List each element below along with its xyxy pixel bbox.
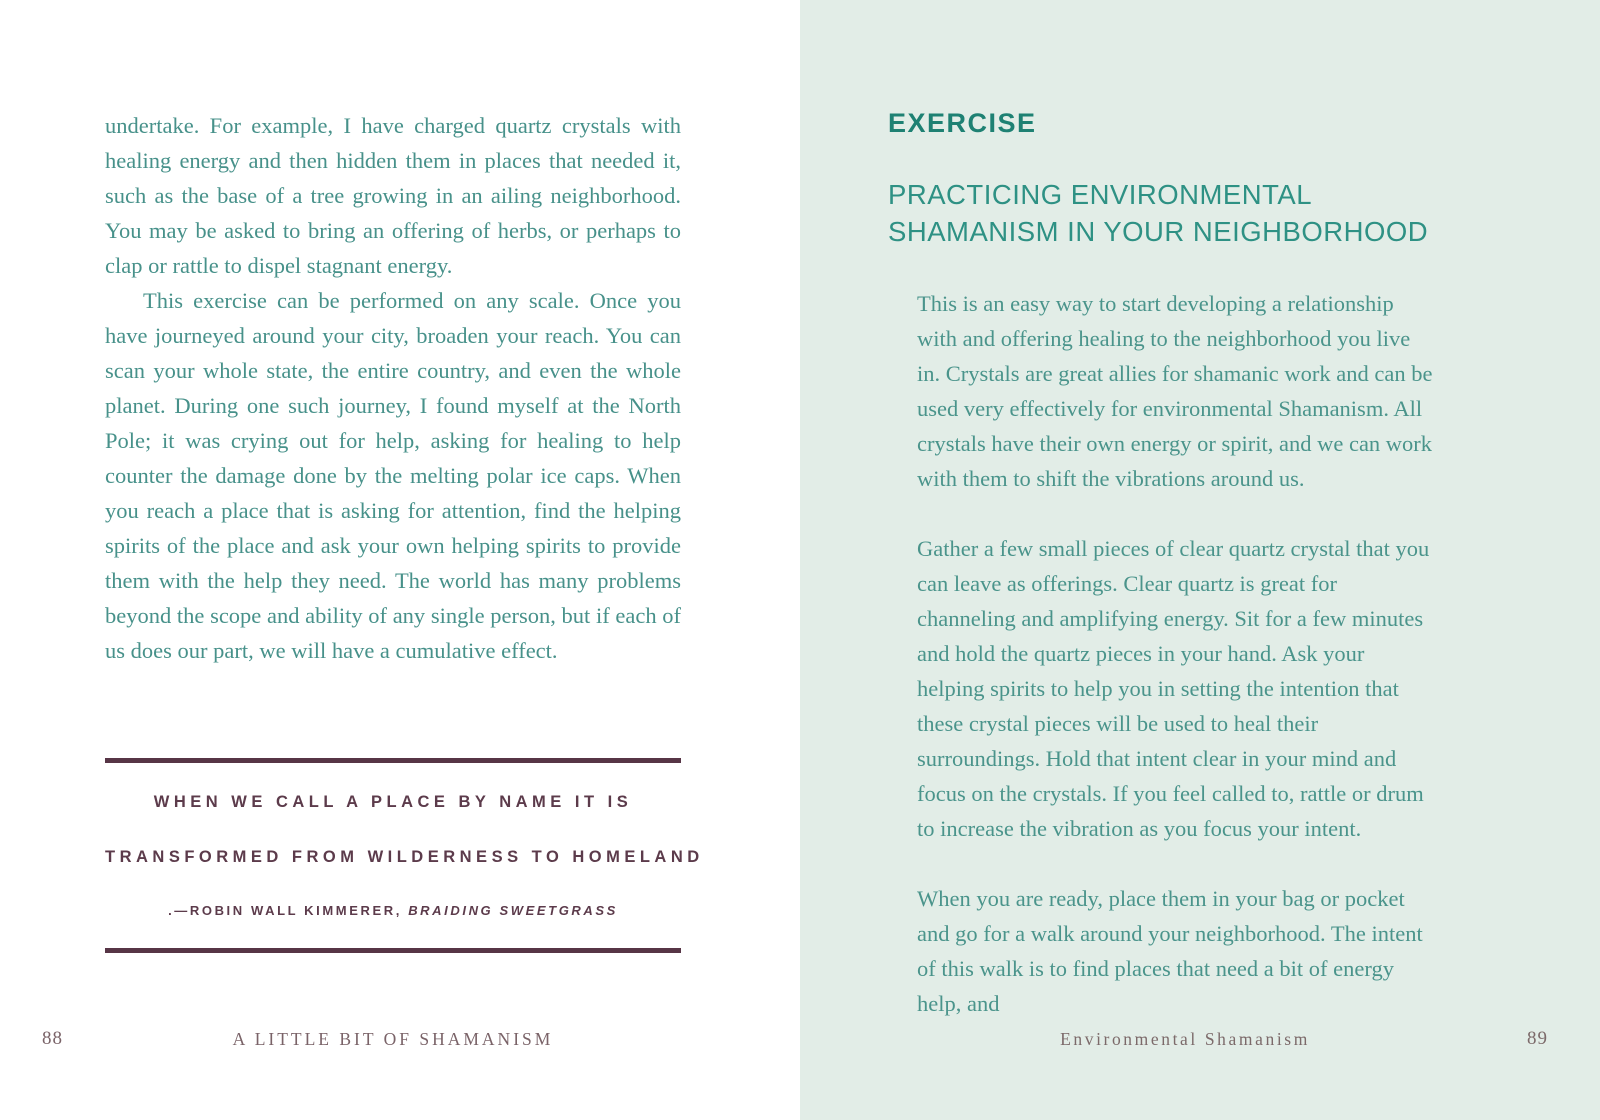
paragraph: Gather a few small pieces of clear quartz crystal that you can leave as offerings. Clear quartz is great for channeling and amplifying energy. Sit for a few minutes and hold the quartz pieces in your hand. Ask your helping spirits to help you in setting the intention that these crystal pieces will be used to heal their surroundings. Hold that intent clear in your mind and focus on the crystals. If you feel called to, rattle or drum to increase the vibration as you focus your intent.: [917, 536, 1430, 841]
right-page: [800, 0, 1600, 1120]
pull-quote-line: TRANSFORMED FROM WILDERNESS TO HOMELAND: [105, 848, 704, 866]
page-number-left: 88: [42, 1028, 63, 1049]
running-title-chapter: Environmental Shamanism: [1060, 1029, 1310, 1049]
attribution-book-title: BRAIDING SWEETGRASS: [408, 903, 618, 918]
running-title-book: A LITTLE BIT OF SHAMANISM: [232, 1029, 554, 1049]
pull-quote: [105, 758, 704, 953]
pull-quote-attribution: [105, 903, 681, 918]
pull-quote-line: WHEN WE CALL A PLACE BY NAME IT IS: [153, 793, 633, 811]
paragraph: When you are ready, place them in your bag or pocket and go for a walk around your neighborhood. The intent of this walk is to find places that need a bit of energy help, and: [917, 886, 1423, 1016]
exercise-kicker: EXERCISE: [888, 108, 1037, 138]
paragraph: undertake. For example, I have charged quartz crystals with healing energy and then hidden them in places that needed it, such as the base of a tree growing in an ailing neighborhood. You may be asked to bring an offering of herbs, or perhaps to clap or rattle to dispel stagnant energy.: [105, 113, 681, 278]
page-number-right: 89: [1527, 1028, 1548, 1049]
right-body-text: [917, 286, 1433, 1021]
paragraph: This is an easy way to start developing a relationship with and offering healing to the neighborhood you live in. Crystals are great allies for shamanic work and can be used very effectively for environmental Shamanism. All crystals have their own energy or spirit, and we can work with them to shift the vibrations around us.: [917, 291, 1433, 491]
paragraph: This exercise can be performed on any scale. Once you have journeyed around your city, broaden your reach. You can scan your whole state, the entire country, and even the whole planet. During one such journey, I found myself at the North Pole; it was crying out for help, asking for healing to help counter the damage done by the melting polar ice caps. When you reach a place that is asking for attention, find the helping spirits of the place and ask your own helping spirits to provide them with the help they need. The world has many problems beyond the scope and ability of any single person, but if each of us does our part, we will have a cumulative effect.: [105, 288, 681, 663]
attribution-author: .—ROBIN WALL KIMMERER,: [168, 903, 409, 918]
left-body-text: [105, 108, 681, 668]
exercise-title: PRACTICING ENVIRONMENTAL SHAMANISM IN YOUR NEIGHBORHOOD: [888, 179, 1429, 247]
